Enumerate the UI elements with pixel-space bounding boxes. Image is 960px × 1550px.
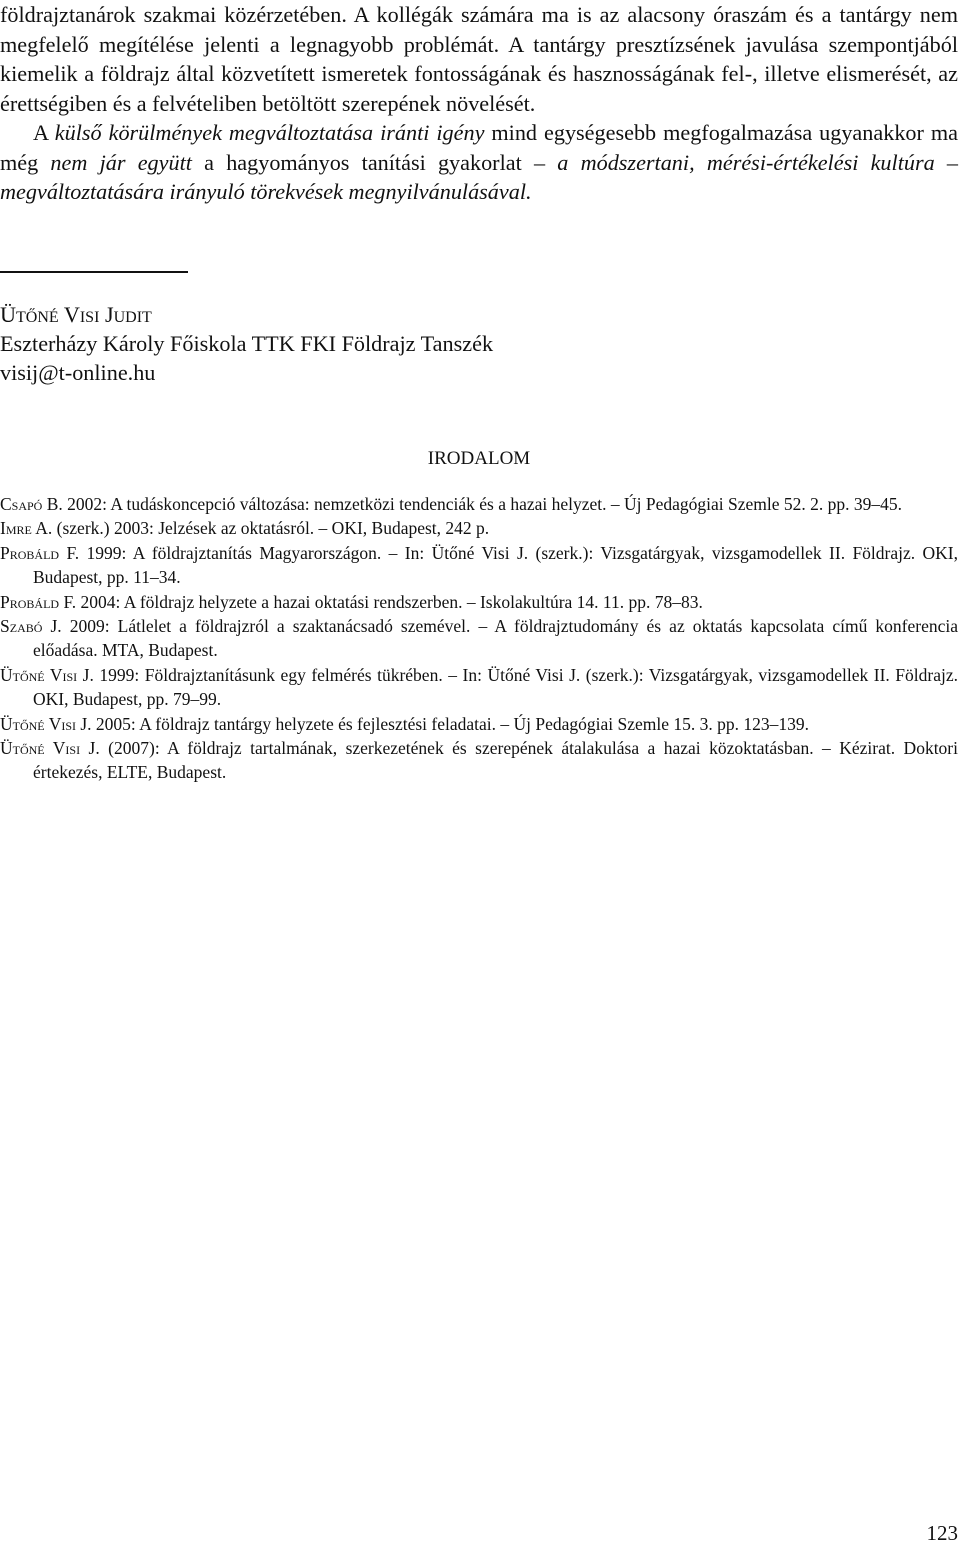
reference-text: A. (szerk.) 2003: Jelzések az oktatásról. – OKI, Budapest, 242 p. <box>31 518 490 539</box>
reference-author: Ütőné Visi <box>0 664 78 685</box>
reference-text: J. 1999: Földrajztanításunk egy felmérés tükrében. – In: Ütőné Visi J. (szerk.): Vizsgatárgyak, vizsgamodellek II. Földrajz. OKI, Budapest, pp. 79–99. <box>33 664 959 710</box>
author-block <box>0 300 958 387</box>
reference-text: B. 2002: A tudáskoncepció változása: nemzetközi tendenciák és a hazai helyzet. – Új Pedagógiai Szemle 52. 2. pp. 39–45. <box>42 494 903 514</box>
reference-author: Ütőné Visi <box>0 738 81 759</box>
author-email[interactable]: visij@t-online.hu <box>0 360 156 385</box>
reference-author: Ütőné Visi <box>0 713 76 734</box>
reference-item <box>0 590 958 614</box>
author-affiliation: Eszterházy Károly Főiskola TTK FKI Földrajz Tanszék <box>0 331 494 356</box>
reference-item <box>0 712 958 736</box>
reference-text: J. 2009: Látlelet a földrajzról a szaktanácsadó szemével. – A földrajztudomány és az oktatás kapcsolata című konferencia előadása. MTA, Budapest. <box>33 616 958 661</box>
reference-item <box>0 614 958 663</box>
references-heading: IRODALOM <box>427 448 531 469</box>
reference-item <box>0 516 958 540</box>
reference-author: Probáld <box>0 542 60 563</box>
paragraph-2-part-1: A <box>33 120 55 145</box>
paragraph-2-emphasis-2: nem jár együtt <box>50 149 192 175</box>
separator-rule <box>0 271 188 273</box>
paragraph-1: földrajztanárok szakmai közérzetében. A kollégák számára ma is az alacsony óraszám és a tantárgy nem megfelelő megítélése jelenti a legnagyobb problémát. A tantárgy presztízsének javulása szempontjából kiemelik a földrajz által közvetített ismeretek fontosságának és hasznosságának fel-, illetve elismerését, az érettségiben és a felvételiben betöltött szerepének növelését. <box>0 2 958 116</box>
reference-item <box>0 663 958 712</box>
reference-text: J. (2007): A földrajz tartalmának, szerkezetének és szerepének átalakulása a hazai közoktatásban. – Kézirat. Doktori értekezés, ELTE, Budapest. <box>33 738 958 783</box>
reference-item <box>0 736 958 785</box>
reference-author: Csapó <box>0 494 43 514</box>
reference-item <box>0 541 958 590</box>
reference-author: Probáld <box>0 591 60 612</box>
paragraph-2-part-2: mind egységesebb megfogalmazása ugyanakkor ma még <box>0 120 958 175</box>
reference-item <box>0 492 958 516</box>
paragraph-2 <box>0 118 958 207</box>
reference-author: Imre <box>0 518 32 539</box>
reference-text: F. 2004: A földrajz helyzete a hazai oktatási rendszerben. – Iskolakultúra 14. 11. pp. 78–83. <box>59 591 703 612</box>
paragraph-2-part-3: a hagyományos tanítási gyakorlat – <box>191 149 558 175</box>
author-name: Ütőné Visi Judit <box>0 302 152 327</box>
reference-author: Szabó <box>0 616 43 637</box>
reference-text: J. 2005: A földrajz tantárgy helyzete és fejlesztési feladatai. – Új Pedagógiai Szemle 15. 3. pp. 123–139. <box>76 713 810 734</box>
references-list <box>0 492 958 785</box>
paragraph-2-emphasis-1: külső körülmények megváltoztatása iránti igény <box>54 120 485 145</box>
reference-text: F. 1999: A földrajztanítás Magyarországon. – In: Ütőné Visi J. (szerk.): Vizsgatárgyak, vizsgamodellek II. Földrajz. OKI, Budapest, pp. 11–34. <box>33 542 958 588</box>
body-text <box>0 0 958 207</box>
paragraph-2-emphasis-3: a módszertani, mérési-értékelési kultúra – megváltoztatására irányuló törekvések megnyilvánulásával. <box>0 149 958 204</box>
page-number: 123 <box>926 1521 958 1545</box>
